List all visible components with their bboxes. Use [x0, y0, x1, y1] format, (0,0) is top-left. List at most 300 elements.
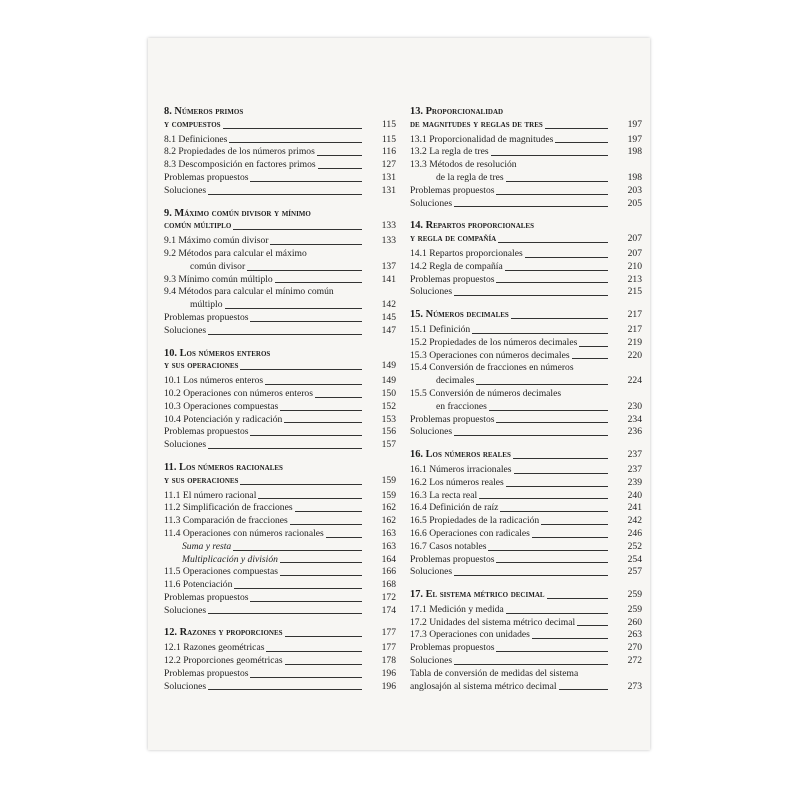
toc-entry-text: 13.1 Proporcionalidad de magnitudes — [410, 133, 554, 145]
toc-section-title-row — [164, 220, 396, 233]
toc-entry — [410, 337, 642, 350]
leader-line — [280, 562, 362, 563]
toc-section-title-row — [410, 233, 642, 246]
toc-entry — [410, 617, 642, 630]
toc-section — [410, 589, 642, 693]
toc-entry — [164, 414, 396, 427]
toc-section — [410, 449, 642, 579]
toc-page-number: 257 — [627, 566, 642, 578]
leader-line — [229, 142, 362, 143]
toc-entry — [164, 248, 396, 261]
toc-entry — [410, 159, 642, 172]
toc-entry-text: Soluciones — [410, 655, 453, 667]
leader-line — [559, 689, 608, 690]
toc-entry — [410, 490, 642, 503]
toc-entry — [410, 668, 642, 681]
toc-section-title-row — [410, 220, 642, 233]
leader-line — [258, 498, 362, 499]
leader-line — [318, 168, 362, 169]
toc-page-number: 178 — [381, 655, 396, 667]
toc-entry-text: 16.2 Los números reales — [410, 476, 504, 488]
toc-entry — [410, 477, 642, 490]
leader-line — [250, 435, 362, 436]
toc-page-number: 131 — [381, 171, 396, 183]
leader-line — [317, 155, 362, 156]
toc-entry — [164, 375, 396, 388]
toc-section-title-row — [164, 462, 396, 475]
toc-section — [410, 106, 642, 210]
toc-section — [164, 208, 396, 338]
toc-page-number: 127 — [381, 159, 396, 171]
leader-line — [250, 677, 362, 678]
toc-entry-text: 11.2 Simplificación de fracciones — [164, 502, 293, 514]
toc-entry — [164, 528, 396, 541]
toc-entry-text: 15.4 Conversión de fracciones en números — [410, 362, 574, 374]
toc-entry — [410, 172, 642, 185]
toc-entry-text: 10.2 Operaciones con números enteros — [164, 387, 313, 399]
toc-entry-text: decimales — [436, 375, 475, 387]
toc-section-title: y sus operaciones — [164, 360, 239, 372]
toc-entry-text: 10.4 Potenciación y radicación — [164, 413, 283, 425]
toc-entry — [410, 541, 642, 554]
toc-page-number: 149 — [381, 375, 396, 387]
toc-section-title-row — [410, 449, 642, 462]
toc-section-title: 17. El sistema métrico decimal — [410, 589, 545, 601]
toc-page-number: 197 — [627, 133, 642, 145]
toc-entry-text: 17.3 Operaciones con unidades — [410, 629, 530, 641]
toc-page-number: 142 — [381, 299, 396, 311]
toc-section — [164, 106, 396, 198]
leader-line — [233, 550, 362, 551]
toc-entry — [164, 185, 396, 198]
toc-page-number: 141 — [381, 273, 396, 285]
toc-entry — [164, 502, 396, 515]
leader-line — [285, 664, 362, 665]
toc-page-number: 237 — [627, 463, 642, 475]
toc-entry-text: 13.2 La regla de tres — [410, 146, 489, 158]
toc-entry — [164, 579, 396, 592]
leader-line — [496, 562, 608, 563]
toc-entry — [164, 401, 396, 414]
leader-line — [208, 448, 362, 449]
toc-entry-text: Problemas propuestos — [410, 642, 495, 654]
toc-entry-text: 10.3 Operaciones compuestas — [164, 400, 279, 412]
leader-line — [572, 358, 608, 359]
toc-entry-text: 16.4 Definición de raíz — [410, 502, 499, 514]
toc-entry-text: 13.3 Métodos de resolución — [410, 159, 517, 171]
toc-entry — [410, 681, 642, 694]
toc-entry-text: 17.2 Unidades del sistema métrico decimal — [410, 616, 576, 628]
toc-section-title-row — [410, 106, 642, 119]
leader-line — [454, 435, 608, 436]
toc-entry — [164, 642, 396, 655]
toc-page-number: 237 — [627, 449, 642, 461]
leader-line — [506, 486, 608, 487]
toc-entry-text: Problemas propuestos — [164, 426, 249, 438]
toc-entry — [164, 668, 396, 681]
toc-entry-text: 11.4 Operaciones con números racionales — [164, 527, 324, 539]
toc-section-title: de magnitudes y reglas de tres — [410, 118, 543, 130]
toc-entry-text: 9.4 Métodos para calcular el mínimo común — [164, 286, 334, 298]
toc-section-title: 15. Números decimales — [410, 309, 509, 321]
toc-page-number: 116 — [381, 146, 396, 158]
leader-line — [476, 384, 608, 385]
toc-entry-text: 14.1 Repartos proporcionales — [410, 247, 523, 259]
toc-section-title-row — [410, 309, 642, 322]
leader-line — [532, 537, 608, 538]
leader-line — [496, 282, 608, 283]
toc-entry — [410, 324, 642, 337]
toc-section — [410, 220, 642, 299]
toc-page-number: 133 — [381, 220, 396, 232]
leader-line — [225, 308, 362, 309]
leader-line — [506, 613, 608, 614]
toc-entry-text: Suma y resta — [182, 540, 232, 552]
leader-line — [250, 601, 362, 602]
toc-entry — [164, 286, 396, 299]
toc-entry-text: 12.1 Razones geométricas — [164, 642, 265, 654]
toc-section-title: 12. Razones y proporciones — [164, 627, 283, 639]
toc-section-title-row — [164, 119, 396, 132]
toc-entry — [164, 541, 396, 554]
leader-line — [532, 638, 608, 639]
toc-entry — [410, 554, 642, 567]
toc-entry — [164, 426, 396, 439]
toc-entry — [164, 681, 396, 694]
leader-line — [208, 334, 362, 335]
toc-page-number: 210 — [627, 260, 642, 272]
toc-page-number: 164 — [381, 553, 396, 565]
toc-page-number: 159 — [381, 474, 396, 486]
toc-entry — [164, 515, 396, 528]
toc-entry-text: Problemas propuestos — [164, 591, 249, 603]
toc-page-number: 153 — [381, 413, 396, 425]
toc-entry — [410, 134, 642, 147]
toc-page-number: 217 — [627, 309, 642, 321]
toc-entry-text: 16.5 Propiedades de la radicación — [410, 515, 540, 527]
toc-page-number: 217 — [627, 323, 642, 335]
toc-entry-text: 15.5 Conversión de números decimales — [410, 387, 562, 399]
toc-entry-text: anglosajón al sistema métrico decimal — [410, 680, 557, 692]
toc-entry-text: Problemas propuestos — [410, 273, 495, 285]
leader-line — [505, 270, 608, 271]
toc-section-title: 13. Proporcionalidad — [410, 106, 504, 117]
toc-entry-text: 17.1 Medición y medida — [410, 603, 504, 615]
leader-line — [247, 270, 362, 271]
toc-section — [164, 348, 396, 452]
leader-line — [326, 537, 362, 538]
toc-entry-text: Soluciones — [410, 566, 453, 578]
toc-entry-text: 11.5 Operaciones compuestas — [164, 566, 278, 578]
leader-line — [496, 194, 608, 195]
toc-section-title: y compuestos — [164, 118, 221, 130]
leader-line — [513, 458, 608, 459]
toc-page-number: 196 — [381, 667, 396, 679]
leader-line — [275, 282, 362, 283]
toc-page-number: 198 — [627, 146, 642, 158]
toc-entry — [410, 502, 642, 515]
toc-entry-text: 16.3 La recta real — [410, 489, 478, 501]
leader-line — [541, 524, 608, 525]
toc-page-number: 166 — [381, 566, 396, 578]
leader-line — [454, 575, 608, 576]
leader-line — [315, 397, 362, 398]
toc-section-title: 14. Repartos proporcionales — [410, 220, 534, 232]
toc-page-number: 162 — [381, 515, 396, 527]
toc-entry — [410, 261, 642, 274]
toc-page-number: 260 — [627, 616, 642, 628]
toc-entry — [410, 604, 642, 617]
toc-page-number: 168 — [381, 579, 396, 591]
toc-page-number: 205 — [627, 197, 642, 209]
leader-line — [266, 651, 362, 652]
toc-entry-text: Soluciones — [410, 197, 453, 209]
toc-page-number: 207 — [627, 247, 642, 259]
toc-page-number: 196 — [381, 680, 396, 692]
toc-page-number: 207 — [627, 233, 642, 245]
toc-section-title-row — [164, 208, 396, 221]
leader-line — [250, 181, 362, 182]
toc-page-number: 163 — [381, 527, 396, 539]
toc-page-number: 115 — [381, 133, 396, 145]
toc-entry-text: 11.3 Comparación de fracciones — [164, 515, 288, 527]
toc-entry-text: 10.1 Los números enteros — [164, 375, 264, 387]
toc-entry — [410, 566, 642, 579]
toc-entry-text: Problemas propuestos — [410, 553, 495, 565]
toc-page-number: 215 — [627, 286, 642, 298]
toc-entry — [410, 426, 642, 439]
toc-entry-text: 15.2 Propiedades de los números decimales — [410, 336, 578, 348]
toc-entry — [164, 312, 396, 325]
toc-page-number: 133 — [381, 235, 396, 247]
toc-page-number: 246 — [627, 527, 642, 539]
toc-entry — [410, 198, 642, 211]
leader-line — [295, 511, 362, 512]
toc-entry — [410, 655, 642, 668]
toc-page-number: 203 — [627, 184, 642, 196]
toc-section-title: 8. Números primos — [164, 106, 244, 117]
toc-page-number: 177 — [381, 642, 396, 654]
leader-line — [489, 410, 608, 411]
leader-line — [454, 295, 608, 296]
toc-entry — [410, 515, 642, 528]
toc-page-number: 219 — [627, 336, 642, 348]
leader-line — [547, 598, 608, 599]
toc-entry — [410, 146, 642, 159]
toc-page-number: 145 — [381, 311, 396, 323]
toc-entry — [164, 388, 396, 401]
toc-entry-text: 8.2 Propiedades de los números primos — [164, 146, 315, 158]
leader-line — [488, 550, 608, 551]
toc-entry — [164, 325, 396, 338]
leader-line — [280, 410, 362, 411]
toc-page-number: 157 — [381, 439, 396, 451]
toc-entry — [164, 490, 396, 503]
toc-page-number: 263 — [627, 629, 642, 641]
leader-line — [496, 422, 608, 423]
toc-entry — [410, 629, 642, 642]
toc-entry-text: Tabla de conversión de medidas del sistema — [410, 667, 579, 679]
toc-page-number: 156 — [381, 426, 396, 438]
toc-entry-text: 9.2 Métodos para calcular el máximo — [164, 247, 307, 259]
leader-line — [240, 369, 362, 370]
toc-entry-text: de la regla de tres — [436, 171, 504, 183]
leader-line — [265, 384, 362, 385]
toc-entry-text: 8.3 Descomposición en factores primos — [164, 159, 316, 171]
toc-page-number: 174 — [381, 604, 396, 616]
toc-page-number: 197 — [627, 118, 642, 130]
toc-page-number: 147 — [381, 324, 396, 336]
toc-page-number: 239 — [627, 476, 642, 488]
toc-section — [164, 462, 396, 618]
leader-line — [511, 318, 608, 319]
toc-entry — [410, 274, 642, 287]
toc-entry — [410, 528, 642, 541]
toc-entry-text: Soluciones — [410, 426, 453, 438]
toc-entry — [410, 286, 642, 299]
toc-page-number: 213 — [627, 273, 642, 285]
toc-left-column — [164, 106, 396, 703]
toc-page-number: 272 — [627, 655, 642, 667]
toc-entry-text: común divisor — [190, 260, 246, 272]
toc-entry — [410, 375, 642, 388]
toc-section — [410, 309, 642, 439]
toc-page-number: 115 — [381, 118, 396, 130]
toc-section-title: 10. Los números enteros — [164, 347, 271, 359]
toc-entry — [164, 261, 396, 274]
toc-page-number: 252 — [627, 540, 642, 552]
toc-page-number: 162 — [381, 502, 396, 514]
toc-entry — [410, 350, 642, 363]
toc-page-number: 137 — [381, 260, 396, 272]
toc-page-number: 159 — [381, 489, 396, 501]
toc-entry-text: Problemas propuestos — [410, 413, 495, 425]
toc-entry-text: Problemas propuestos — [164, 311, 249, 323]
toc-section — [164, 627, 396, 693]
toc-entry — [164, 439, 396, 452]
toc-entry-text: Problemas propuestos — [164, 171, 249, 183]
toc-page-number: 220 — [627, 349, 642, 361]
leader-line — [240, 484, 362, 485]
toc-page-number: 131 — [381, 184, 396, 196]
toc-page-number: 172 — [381, 591, 396, 603]
toc-entry-text: Soluciones — [410, 286, 453, 298]
leader-line — [285, 636, 362, 637]
toc-section-title: 16. Los números reales — [410, 449, 511, 461]
toc-entry — [164, 235, 396, 248]
toc-entry — [164, 134, 396, 147]
toc-page-number: 149 — [381, 360, 396, 372]
toc-entry — [410, 362, 642, 375]
toc-section-title-row — [164, 106, 396, 119]
leader-line — [280, 575, 362, 576]
toc-right-column — [410, 106, 642, 703]
toc-section-title-row — [164, 627, 396, 640]
leader-line — [234, 588, 362, 589]
leader-line — [555, 142, 608, 143]
toc-section-title-row — [410, 119, 642, 132]
leader-line — [208, 689, 362, 690]
toc-entry-text: 16.6 Operaciones con radicales — [410, 527, 530, 539]
toc-entry — [410, 414, 642, 427]
leader-line — [579, 346, 608, 347]
toc-entry — [410, 464, 642, 477]
toc-entry — [410, 642, 642, 655]
toc-entry-text: múltiplo — [190, 299, 223, 311]
document-page — [148, 38, 650, 750]
leader-line — [525, 257, 608, 258]
toc-section-title-row — [164, 475, 396, 488]
toc-page-number: 198 — [627, 171, 642, 183]
toc-section-title: y sus operaciones — [164, 474, 239, 486]
toc-entry-text: Problemas propuestos — [164, 667, 249, 679]
toc-section-title: 9. Máximo común divisor y mínimo — [164, 207, 311, 219]
leader-line — [472, 333, 608, 334]
leader-line — [454, 664, 608, 665]
leader-line — [284, 422, 362, 423]
leader-line — [454, 206, 608, 207]
toc-entry-text: 9.1 Máximo común divisor — [164, 235, 269, 247]
toc-page-number: 240 — [627, 489, 642, 501]
toc-entry — [164, 274, 396, 287]
toc-page-number: 152 — [381, 400, 396, 412]
toc-entry — [410, 248, 642, 261]
leader-line — [506, 181, 608, 182]
toc-entry-text: 16.1 Números irracionales — [410, 463, 512, 475]
toc-page-number: 270 — [627, 642, 642, 654]
toc-entry-text: Soluciones — [164, 439, 207, 451]
toc-entry-text: Soluciones — [164, 324, 207, 336]
leader-line — [577, 625, 608, 626]
toc-entry — [164, 159, 396, 172]
toc-page-number: 177 — [381, 627, 396, 639]
leader-line — [514, 473, 608, 474]
toc-page-number: 259 — [627, 603, 642, 615]
leader-line — [491, 155, 608, 156]
toc-entry — [410, 401, 642, 414]
toc-entry — [164, 605, 396, 618]
leader-line — [223, 128, 362, 129]
leader-line — [250, 321, 362, 322]
leader-line — [208, 194, 362, 195]
leader-line — [270, 244, 362, 245]
toc-entry-text: 14.2 Regla de compañía — [410, 260, 503, 272]
leader-line — [500, 511, 608, 512]
toc-page-number: 234 — [627, 413, 642, 425]
toc-entry — [164, 655, 396, 668]
toc-entry-text: 8.1 Definiciones — [164, 133, 228, 145]
toc-entry — [164, 146, 396, 159]
toc-page-number: 163 — [381, 540, 396, 552]
leader-line — [290, 524, 362, 525]
toc-entry-text: 12.2 Proporciones geométricas — [164, 655, 283, 667]
toc-entry-text: 16.7 Casos notables — [410, 540, 487, 552]
toc-section-title: 11. Los números racionales — [164, 461, 283, 473]
toc-section-title: y regla de compañía — [410, 233, 497, 245]
toc-entry-text: en fracciones — [436, 400, 487, 412]
leader-line — [479, 498, 608, 499]
toc-entry — [164, 172, 396, 185]
toc-page-number: 273 — [627, 680, 642, 692]
toc-page-number: 236 — [627, 426, 642, 438]
toc-entry-text: Soluciones — [164, 184, 207, 196]
toc-entry — [164, 299, 396, 312]
toc-entry-text: 15.3 Operaciones con números decimales — [410, 349, 570, 361]
leader-line — [498, 242, 608, 243]
toc-entry-text: 9.3 Mínimo común múltiplo — [164, 273, 273, 285]
toc-page-number: 241 — [627, 502, 642, 514]
toc-section-title-row — [164, 348, 396, 361]
